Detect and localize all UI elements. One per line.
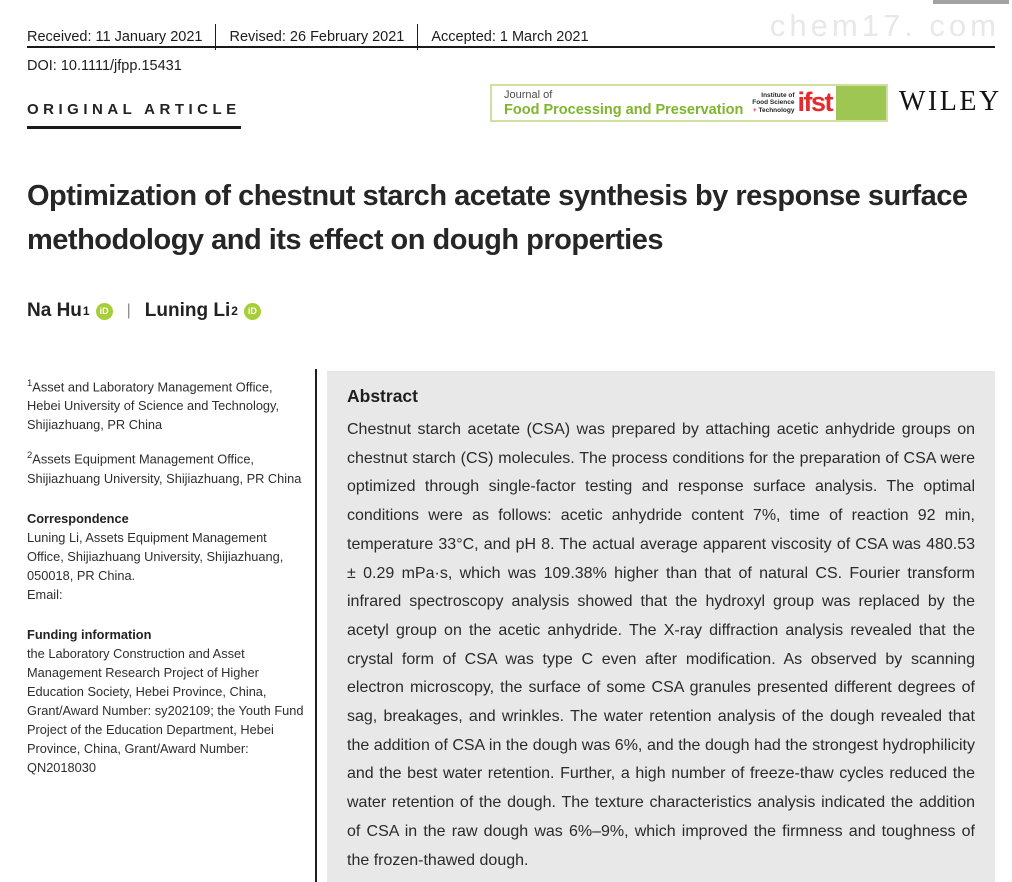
journal-name-block	[492, 86, 752, 120]
affiliation-1: $^1$Asset and Laboratory Management Office, Hebei University of Science and Technology, Shijiazhuang, PR China	[27, 378, 280, 433]
correspondence-text: Luning Li, Assets Equipment Management Office, Shijiazhuang University, Shijiazhuang, 050018, PR China.	[27, 529, 284, 583]
correspondence-heading: Correspondence	[27, 510, 129, 526]
author-separator: |	[126, 302, 131, 319]
affiliation-2: $^2$Assets Equipment Management Office, Shijiazhuang University, Shijiazhuang, PR China	[27, 450, 302, 486]
orcid-icon[interactable]: iD	[96, 303, 113, 320]
journal-of-label: Journal of	[504, 89, 553, 101]
watermark: chem17. com	[769, 8, 1000, 43]
cropped-ui-fragment	[933, 0, 1009, 4]
journal-name: Food Processing and Preservation	[504, 102, 744, 118]
abstract-text: Chestnut starch acetate (CSA) was prepared by attaching acetic anhydride groups on chestnut starch (CS) molecules. The process conditions for the preparation of CSA were optimized through single-factor testing and response surface analysis. The optimal conditions were as follows: acetic anhydride content 7%, time of reaction 92 min, temperature 33°C, and pH 8. The actual average apparent viscosity of CSA was 480.53 ± 0.29 mPa·s, which was 109.38% higher than that of natural CS. Fourier transform infrared spectroscopy analysis showed that the hydroxyl group was replaced by the acetyl group on the acetic anhydride. The X-ray diffraction analysis revealed that the crystal form of CSA was type C even after modification. As observed by scanning electron microscopy, the surface of some CSA granules presented different degrees of sag, breakages, and wrinkles. The water retention analysis of the dough revealed that the addition of CSA in the dough was 6%, and the dough had the strongest hydrophilicity and the best water retention. Further, a high number of freeze-thaw cycles reduced the water retention of the dough. The texture characteristics analysis indicated the addition of CSA in the raw dough was 6%–9%, which improved the firmness and toughness of the frozen-thawed dough.	[347, 421, 975, 869]
abstract-box	[327, 371, 995, 882]
sidebar-divider	[315, 369, 317, 882]
funding-block	[27, 625, 305, 777]
correspondence-email-label: Email:	[27, 586, 63, 602]
funding-text: the Laboratory Construction and Asset Management Research Project of Higher Education Society, Hebei Province, China, Grant/Award Number: sy202109; the Youth Fund Project of the Education Department, Hebei Province, China, Grant/Award Number: QN2018030	[27, 645, 304, 775]
author-na-hu: Na Hu 1 iD	[27, 300, 113, 322]
funding-heading: Funding information	[27, 626, 152, 642]
orcid-icon[interactable]: iD	[244, 303, 261, 320]
ifst-institute-text: Institute of Food Science + Technology	[752, 91, 795, 114]
correspondence-block	[27, 509, 305, 604]
sidebar	[27, 374, 305, 777]
ifst-acronym: ifst	[797, 86, 832, 117]
doi: DOI: 10.1111/jfpp.15431	[27, 58, 182, 74]
page-title: Optimization of chestnut starch acetate synthesis by response surface methodology and its effect on dough properties	[27, 180, 968, 256]
ifst-logo	[752, 86, 832, 120]
header-rule	[27, 46, 995, 48]
accepted-date: Accepted: 1 March 2021	[431, 29, 589, 45]
journal-banner	[490, 84, 888, 122]
article-type-label: ORIGINAL ARTICLE	[27, 101, 241, 129]
revised-date: Revised: 26 February 2021	[229, 29, 405, 45]
affiliation-marker: 1	[82, 304, 90, 318]
wiley-logo: WILEY	[899, 86, 1002, 117]
abstract-heading: Abstract	[347, 386, 418, 406]
received-date: Received: 11 January 2021	[27, 29, 203, 45]
ifst-green-block	[836, 86, 886, 120]
authors-row	[27, 300, 261, 322]
author-luning-li: Luning Li 2 iD	[145, 300, 261, 322]
affiliation-marker: 2	[231, 304, 238, 318]
